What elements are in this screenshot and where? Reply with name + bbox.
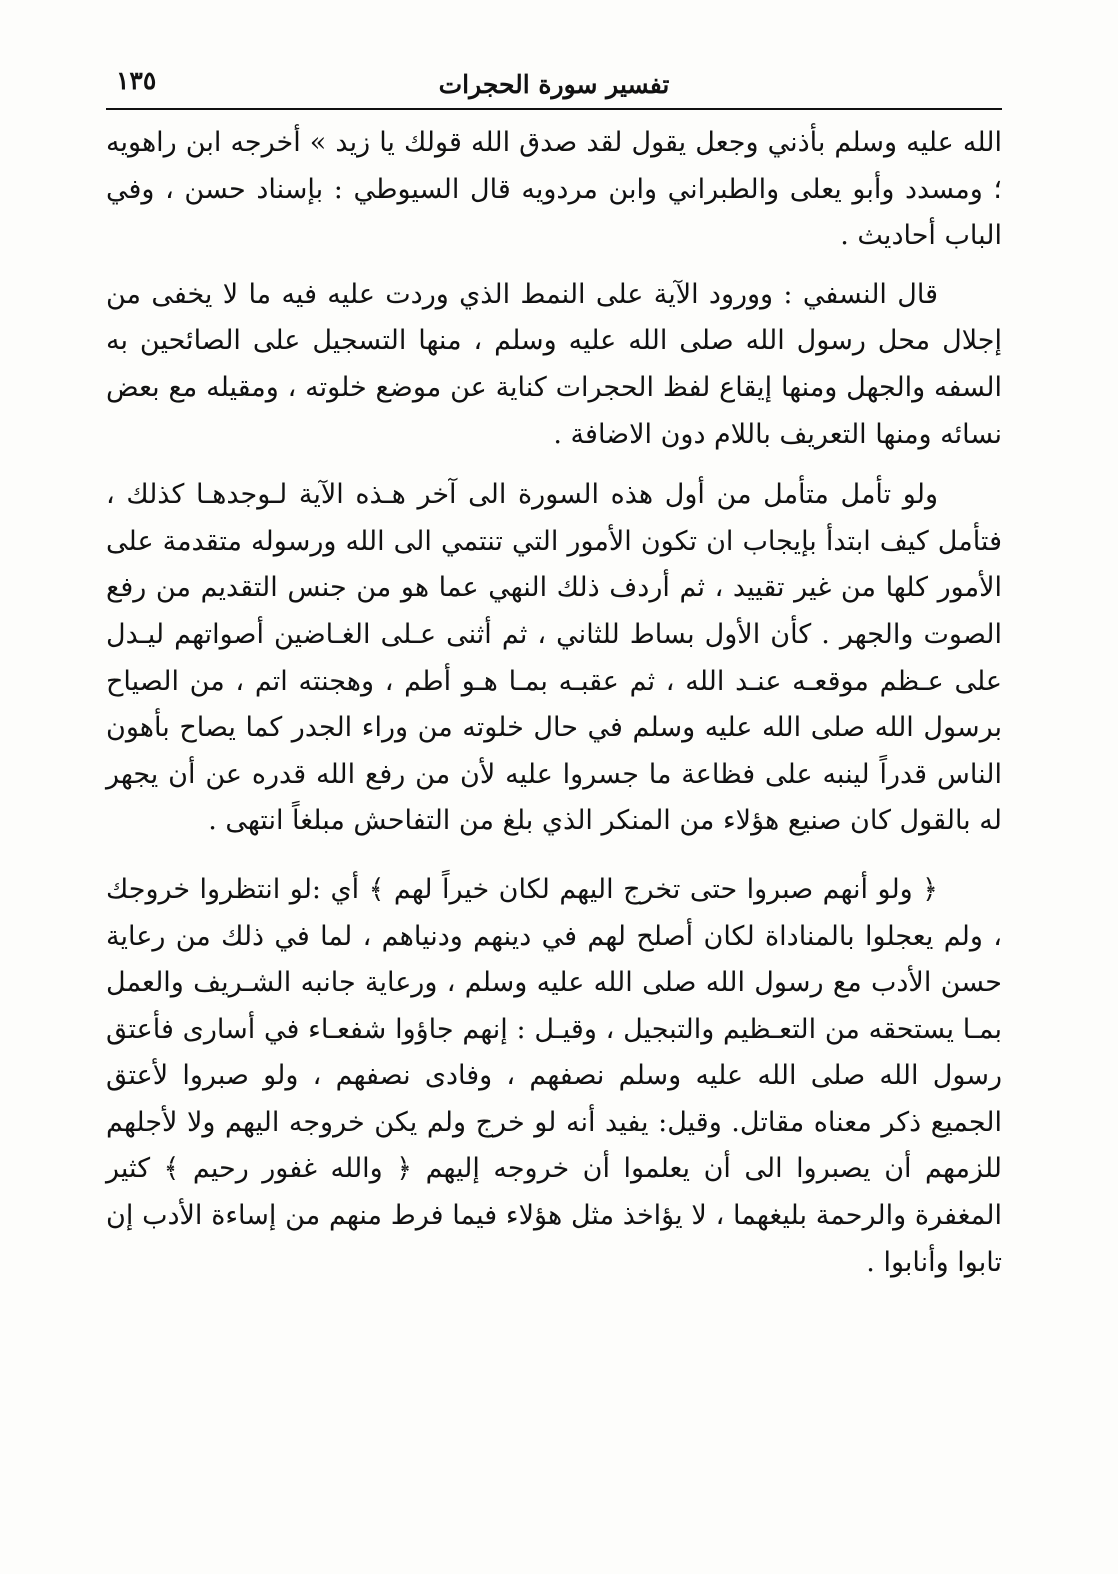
header-title: تفسير سورة الحجرات (438, 70, 670, 99)
page-number: ١٣٥ (116, 66, 157, 95)
header-divider (106, 108, 1002, 110)
body-text (106, 120, 1002, 1286)
paragraph-reflection: ولو تأمل متأمل من أول هذه السورة الى آخر هـذه الآية لـوجدهـا كذلك ، فتأمل كيف ابتدأ بإيجاب ان تكون الأمور التي تنتمي الى الله ورسوله متقدمة على الأمور كلها من غير تقييد ، ثم أردف ذلك النهي عما هو من جنس التقديم من رفع الصوت والجهر . كأن الأول بساط للثاني ، ثم أثنى عـلى الغـاضين أصواتهم ليـدل على عـظم موقعـه عنـد الله ، ثم عقبـه بمـا هـو أطم ، وهجنته اتم ، من الصياح برسول الله صلى الله عليه وسلم في حال خلوته من وراء الجدر كما يصاح بأهون الناس قدراً لينبه على فظاعة ما جسروا عليه لأن من رفع الله قدره عن أن يجهر له بالقول كان صنيع هؤلاء من المنكر الذي بلغ من التفاحش مبلغاً انتهى . (106, 479, 1002, 837)
paragraph-nasafi-quote: قال النسفي : وورود الآية على النمط الذي وردت عليه فيه ما لا يخفى من إجلال محل رسول الله صلى الله عليه وسلم ، منها التسجيل على الصائحين به السفه والجهل ومنها إيقاع لفظ الحجرات كناية عن موضع خلوته ، ومقيله مع بعض نسائه ومنها التعريف باللام دون الاضافة . (106, 278, 1002, 450)
paragraph-hadith-citation: الله عليه وسلم بأذني وجعل يقول لقد صدق الله قولك يا زيد » أخرجه ابن راهويه ؛ ومسدد وأبو يعلى والطبراني وابن مردويه قال السيوطي : بإسناد حسن ، وفي الباب أحاديث . (106, 127, 1002, 252)
paragraph-verse-commentary: ﴿ ولو أنهم صبروا حتى تخرج اليهم لكان خيراً لهم ﴾ أي :لو انتظروا خروجك ، ولم يعجلوا بالمناداة لكان أصلح لهم في دينهم ودنياهم ، لما في ذلك من رعاية حسن الأدب مع رسول الله صلى الله عليه وسلم ، ورعاية جانبه الشـريف والعمل بمـا يستحقه من التعـظيم والتبجيل ، وقيـل : إنهم جاؤوا شفعـاء في أسارى فأعتق رسول الله صلى الله عليه وسلم نصفهم ، وفادى نصفهم ، ولو صبروا لأعتق الجميع ذكر معناه مقاتل. وقيل: يفيد أنه لو خرج ولم يكن خروجه اليهم ولا لأجلهم للزمهم أن يصبروا الى أن يعلموا أن خروجه إليهم ﴿ والله غفور رحيم ﴾ كثير المغفرة والرحمة بليغهما ، لا يؤاخذ مثل هؤلاء فيما فرط منهم من إساءة الأدب إن تابوا وأنابوا . (106, 873, 1002, 1278)
running-header (108, 62, 1000, 106)
